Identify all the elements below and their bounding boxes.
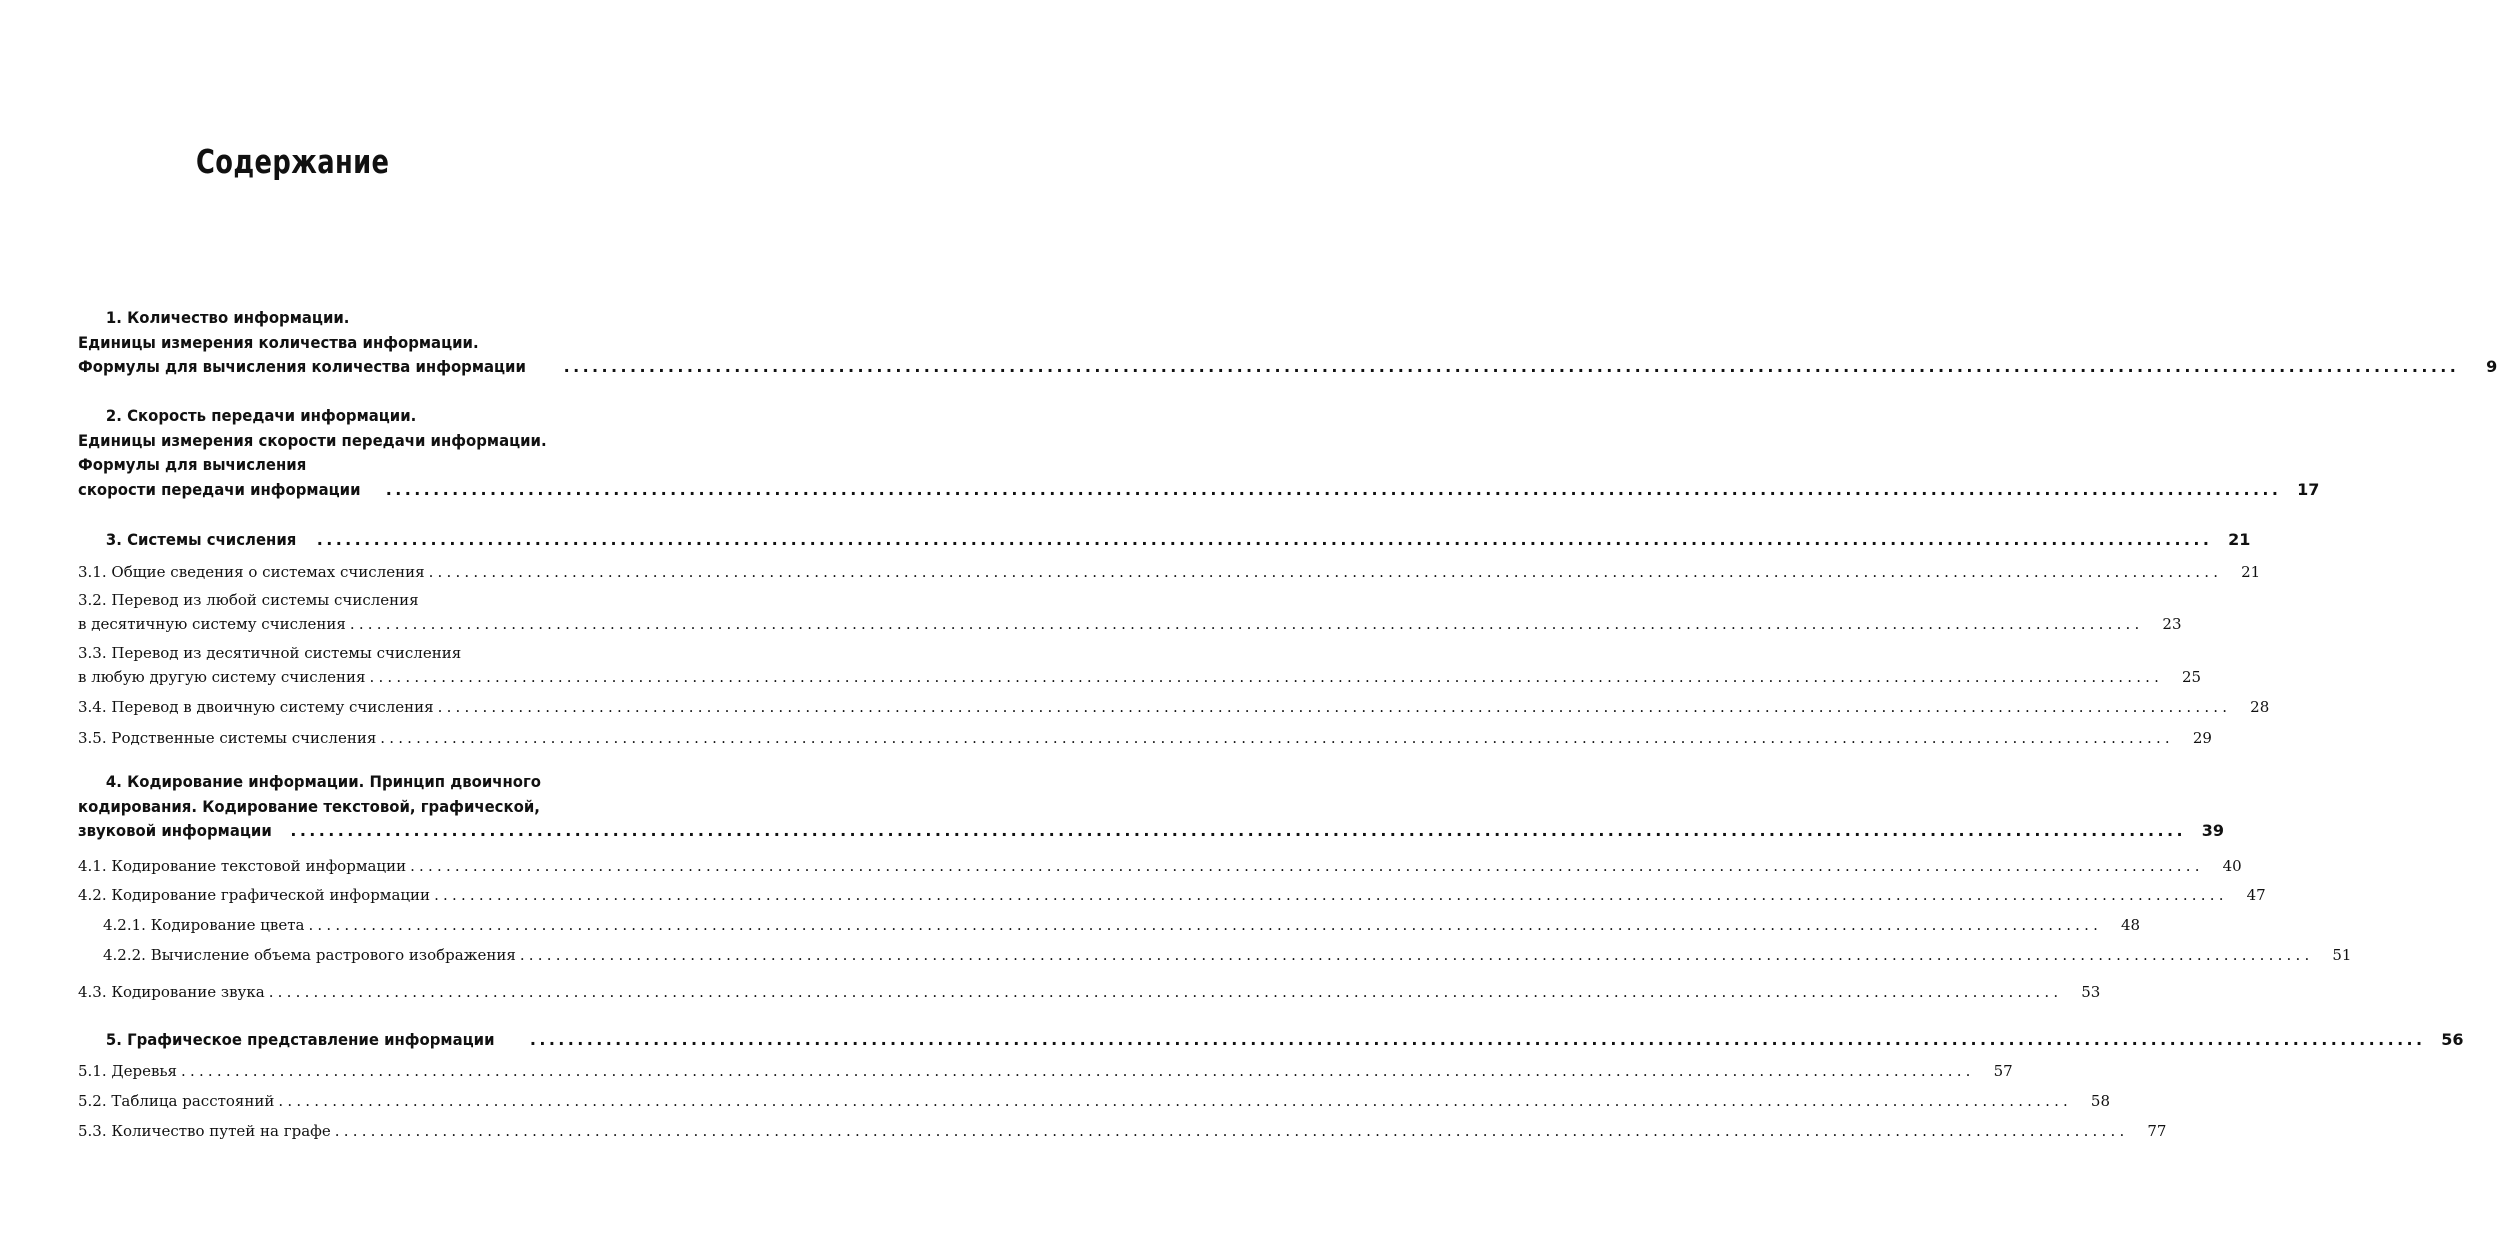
dot-leader: ........................................................................................................................................................................................................ [380, 729, 2174, 747]
toc-line [78, 306, 667, 331]
toc-entry-text: 3. Системы счисления [105, 530, 297, 549]
toc-line [78, 854, 2242, 878]
toc-line [78, 819, 2224, 844]
dot-leader: ........................................................................................................................................................................................................ [316, 530, 2213, 549]
dot-leader: ........................................................................................................................................................................................................ [308, 916, 2103, 934]
toc-line [78, 355, 2497, 380]
toc-entry-text: кодирования. Кодирование текстовой, графической, [78, 796, 540, 816]
toc-entry-text: 4.2.1. Кодирование цвета [103, 916, 305, 934]
page-number: 51 [2332, 946, 2352, 964]
page-number: 77 [2147, 1122, 2167, 1140]
toc-entry-text: скорости передачи информации [78, 479, 361, 499]
toc-entry-text: 4. Кодирование информации. Принцип двоичного [105, 772, 542, 791]
dot-leader: ........................................................................................................................................................................................................ [434, 886, 2228, 904]
toc-entry-text: Формулы для вычисления [78, 455, 307, 474]
toc-entry-text: 3.4. Перевод в двоичную систему счисления [78, 698, 434, 716]
page-number: 21 [2228, 530, 2251, 549]
toc-entry-text: 5.3. Количество путей на графе [78, 1122, 331, 1140]
toc-line [78, 453, 667, 478]
toc-entry [78, 726, 2212, 750]
toc-line [78, 404, 667, 429]
dot-leader: ........................................................................................................................................................................................................ [385, 479, 2282, 499]
toc-entry [78, 943, 2352, 967]
toc-line [78, 770, 667, 795]
toc-line [78, 429, 667, 454]
dot-leader: ........................................................................................................................................................................................................ [369, 668, 2164, 686]
page-number: 56 [2441, 1030, 2464, 1049]
toc-entry-text: 5. Графическое представление информации [105, 1030, 495, 1049]
page-number: 23 [2162, 615, 2182, 633]
dot-leader: ........................................................................................................................................................................................................ [428, 563, 2223, 581]
dot-leader: ........................................................................................................................................................................................................ [278, 1092, 2073, 1110]
page-number: 39 [2201, 821, 2224, 840]
toc-entry [78, 1028, 2464, 1053]
dot-leader: ........................................................................................................................................................................................................ [437, 698, 2232, 716]
toc-entry-text: 4.2. Кодирование графической информации [78, 886, 431, 904]
toc-entry [78, 913, 2141, 937]
toc-line [78, 560, 2261, 584]
toc-entry [78, 560, 2261, 584]
toc-line [78, 528, 2251, 553]
page-number: 21 [2241, 563, 2261, 581]
toc-entry-text: 3.3. Перевод из десятичной системы счисления [78, 644, 462, 662]
toc-line [78, 913, 2141, 937]
page-number: 47 [2246, 886, 2266, 904]
toc-entry-text: в любую другую систему счисления [78, 668, 366, 686]
toc-entry-text: 3.2. Перевод из любой системы счисления [78, 591, 419, 609]
toc-line [78, 478, 2320, 503]
toc-entry-text: Формулы для вычисления количества информации [78, 357, 526, 376]
dot-leader: ........................................................................................................................................................................................................ [519, 946, 2314, 964]
toc-entry-text: в десятичную систему счисления [78, 615, 346, 633]
toc-line [78, 1059, 2013, 1083]
toc-entry [78, 588, 2182, 636]
toc-line [78, 883, 2266, 907]
toc-entry [78, 1119, 2167, 1143]
toc-entry [78, 1059, 2013, 1083]
toc-entry [78, 641, 2202, 689]
toc-line [78, 695, 2270, 719]
toc-entry [78, 306, 2497, 380]
toc-entry-text: 3.1. Общие сведения о системах счисления [78, 563, 425, 581]
toc-line [78, 726, 2212, 750]
page-number: 25 [2182, 668, 2202, 686]
toc-line [78, 1028, 2464, 1053]
dot-leader: ........................................................................................................................................................................................................ [334, 1122, 2129, 1140]
page-number: 29 [2192, 729, 2212, 747]
dot-leader: ........................................................................................................................................................................................................ [349, 615, 2144, 633]
page-number: 40 [2222, 857, 2242, 875]
toc-line [78, 665, 2202, 689]
toc-entry-text: 4.2.2. Вычисление объема растрового изображения [103, 946, 516, 964]
page-number: 58 [2090, 1092, 2111, 1110]
dot-leader: ........................................................................................................................................................................................................ [410, 857, 2204, 875]
toc-line [78, 612, 2182, 636]
dot-leader: ........................................................................................................................................................................................................ [268, 983, 2063, 1001]
page-number: 17 [2297, 479, 2320, 499]
toc-entry-text: 4.3. Кодирование звука [78, 983, 265, 1001]
page-number: 48 [2120, 916, 2141, 934]
toc-entry-text: 4.1. Кодирование текстовой информации [78, 857, 407, 875]
toc-line [78, 331, 667, 356]
toc-line [78, 1119, 2167, 1143]
page-number: 53 [2081, 983, 2101, 1001]
toc-entry-text: 5.1. Деревья [78, 1062, 178, 1080]
toc-entry-text: 3.5. Родственные системы счисления [78, 729, 377, 747]
toc-entry [78, 404, 2320, 502]
toc-line [78, 943, 2352, 967]
toc-entry-text: 5.2. Таблица расстояний [78, 1092, 275, 1110]
dot-leader: ........................................................................................................................................................................................................ [181, 1062, 1975, 1080]
toc-entry-text: Единицы измерения количества информации. [78, 332, 479, 352]
toc-line [78, 1089, 2111, 1113]
toc-entry [78, 770, 2224, 844]
toc-entry [78, 695, 2270, 719]
toc-entry-text: 2. Скорость передачи информации. [105, 406, 417, 425]
toc-entry [78, 854, 2242, 878]
toc-entry-text: 1. Количество информации. [105, 308, 350, 327]
page-number: 9 [2486, 357, 2497, 376]
toc-entry-text: звуковой информации [78, 821, 272, 840]
toc-entry-text: Единицы измерения скорости передачи информации. [78, 430, 547, 450]
toc-line [78, 980, 2101, 1004]
dot-leader: ........................................................................................................................................................................................................ [290, 821, 2186, 840]
toc-entry [78, 980, 2101, 1004]
toc-line [78, 641, 667, 665]
dot-leader: ........................................................................................................................................................................................................ [563, 357, 2460, 376]
toc-entry [78, 1089, 2111, 1113]
dot-leader: ........................................................................................................................................................................................................ [529, 1030, 2426, 1049]
page-number: 28 [2250, 698, 2270, 716]
page-title: Содержание [196, 142, 390, 181]
page-number: 57 [1993, 1062, 2013, 1080]
toc-entry [78, 528, 2251, 553]
toc-line [78, 588, 667, 612]
toc-line [78, 795, 667, 820]
toc-entry [78, 883, 2266, 907]
